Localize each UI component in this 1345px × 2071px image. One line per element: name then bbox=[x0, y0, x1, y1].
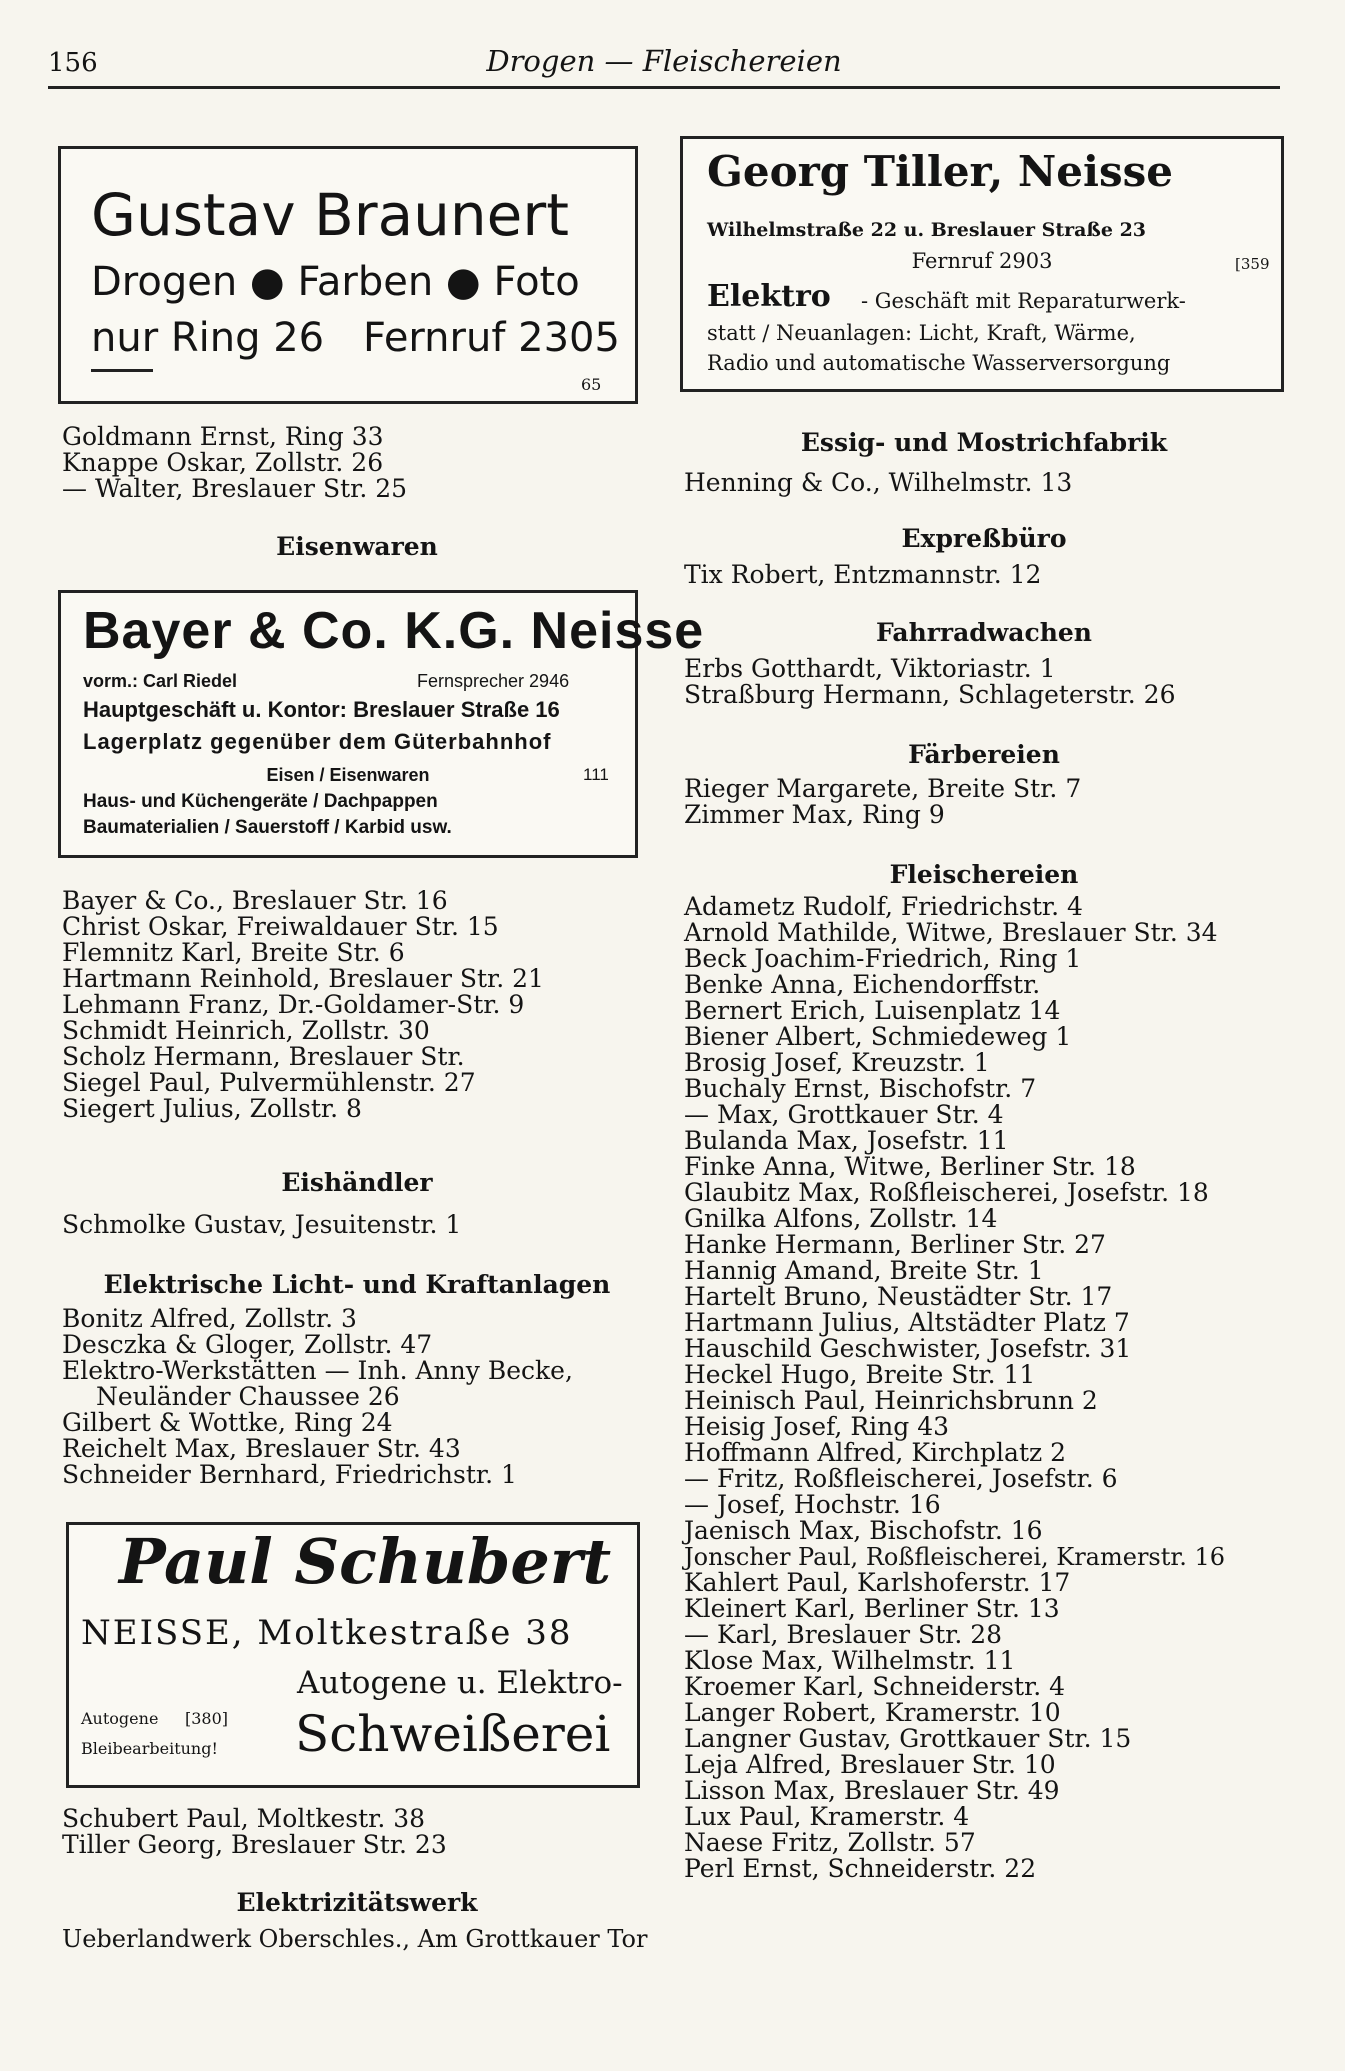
list-item: — Walter, Breslauer Str. 25 bbox=[62, 474, 408, 503]
list-item: Kleinert Karl, Berliner Str. 13 bbox=[684, 1594, 1060, 1623]
ad-braunert-ref: 65 bbox=[581, 375, 602, 394]
list-item: Lisson Max, Breslauer Str. 49 bbox=[684, 1776, 1060, 1805]
list-item: Leja Alfred, Breslauer Str. 10 bbox=[684, 1750, 1056, 1779]
ad-braunert-phone: Fernruf 2305 bbox=[363, 315, 620, 361]
ad-bayer-phone: Fernsprecher 2946 bbox=[417, 671, 570, 691]
list-item: Lehmann Franz, Dr.-Goldamer-Str. 9 bbox=[62, 990, 525, 1019]
list-item: Hauschild Geschwister, Josefstr. 31 bbox=[684, 1334, 1132, 1363]
page-number: 156 bbox=[48, 48, 98, 78]
ad-bayer-bau: Baumaterialien / Sauerstoff / Karbid usw. bbox=[83, 817, 452, 838]
section-heading-fahrrad: Fahrradwachen bbox=[876, 618, 1092, 647]
list-item: Ueberlandwerk Oberschles., Am Grottkauer Tor bbox=[62, 1925, 648, 1953]
list-item: Neuländer Chaussee 26 bbox=[96, 1382, 400, 1411]
list-item: Adametz Rudolf, Friedrichstr. 4 bbox=[684, 892, 1083, 921]
list-item: Gnilka Alfons, Zollstr. 14 bbox=[684, 1204, 998, 1233]
ad-bayer-name: Bayer & Co. K.G. Neisse bbox=[83, 602, 705, 660]
list-item: Schubert Paul, Moltkestr. 38 bbox=[62, 1804, 426, 1833]
list-item: Finke Anna, Witwe, Berliner Str. 18 bbox=[684, 1152, 1136, 1181]
ad-bayer-ref: 111 bbox=[583, 765, 609, 784]
page-header bbox=[48, 42, 1280, 82]
list-item: Tix Robert, Entzmannstr. 12 bbox=[684, 560, 1042, 589]
list-item: Bernert Erich, Luisenplatz 14 bbox=[684, 996, 1061, 1025]
list-item: Hannig Amand, Breite Str. 1 bbox=[684, 1256, 1044, 1285]
ad-bayer-address: Hauptgeschäft u. Kontor: Breslauer Straße 16 bbox=[83, 697, 560, 722]
ad-braunert-line2: Drogen ● Farben ● Foto bbox=[91, 259, 580, 305]
list-item: Hartmann Reinhold, Breslauer Str. 21 bbox=[62, 964, 544, 993]
section-heading-eishaendler: Eishändler bbox=[281, 1168, 433, 1197]
ad-bayer-vorm: vorm.: Carl Riedel bbox=[83, 671, 238, 691]
ad-tiller-address: Wilhelmstraße 22 u. Breslauer Straße 23 bbox=[707, 219, 1147, 241]
list-item: Siegel Paul, Pulvermühlenstr. 27 bbox=[62, 1068, 476, 1097]
list-item: Bonitz Alfred, Zollstr. 3 bbox=[62, 1304, 357, 1333]
list-item: Schmidt Heinrich, Zollstr. 30 bbox=[62, 1016, 430, 1045]
list-item: Bayer & Co., Breslauer Str. 16 bbox=[62, 886, 448, 915]
ad-schubert-address: NEISSE, Moltkestraße 38 bbox=[81, 1613, 573, 1653]
list-item: Scholz Hermann, Breslauer Str. bbox=[62, 1042, 465, 1071]
list-item: Klose Max, Wilhelmstr. 11 bbox=[684, 1646, 1016, 1675]
list-item: Hoffmann Alfred, Kirchplatz 2 bbox=[684, 1438, 1067, 1467]
list-item: Schneider Bernhard, Friedrichstr. 1 bbox=[62, 1460, 517, 1489]
list-item: Desczka & Gloger, Zollstr. 47 bbox=[62, 1330, 433, 1359]
list-item: Biener Albert, Schmiedeweg 1 bbox=[684, 1022, 1072, 1051]
ad-schubert-line3: Autogene u. Elektro- bbox=[297, 1665, 623, 1701]
list-item: Heinisch Paul, Heinrichsbrunn 2 bbox=[684, 1386, 1098, 1415]
ad-braunert-underline bbox=[91, 369, 153, 372]
list-item: Reichelt Max, Breslauer Str. 43 bbox=[62, 1434, 461, 1463]
list-item: Lux Paul, Kramerstr. 4 bbox=[684, 1802, 970, 1831]
list-item: Flemnitz Karl, Breite Str. 6 bbox=[62, 938, 405, 967]
section-heading-faerbereien: Färbereien bbox=[908, 740, 1060, 769]
list-item: Schmolke Gustav, Jesuitenstr. 1 bbox=[62, 1210, 462, 1239]
section-heading-express: Expreßbüro bbox=[901, 524, 1067, 553]
ad-bayer-haus: Haus- und Küchengeräte / Dachpappen bbox=[83, 791, 438, 812]
list-item: Knappe Oskar, Zollstr. 26 bbox=[62, 448, 384, 477]
ad-tiller-line5: statt / Neuanlagen: Licht, Kraft, Wärme, bbox=[707, 321, 1136, 345]
list-item: — Josef, Hochstr. 16 bbox=[684, 1490, 941, 1519]
list-item: Heckel Hugo, Breite Str. 11 bbox=[684, 1360, 1036, 1389]
list-item: Brosig Josef, Kreuzstr. 1 bbox=[684, 1048, 990, 1077]
ad-schubert-ref: [380] bbox=[185, 1709, 229, 1728]
ad-schubert-small2: Bleibearbeitung! bbox=[81, 1739, 218, 1758]
list-item: Bulanda Max, Josefstr. 11 bbox=[684, 1126, 1009, 1155]
ad-schubert-schweisserei: Schweißerei bbox=[295, 1705, 611, 1763]
list-item: Hanke Hermann, Berliner Str. 27 bbox=[684, 1230, 1106, 1259]
list-item: Benke Anna, Eichendorffstr. bbox=[684, 970, 1041, 999]
header-rule bbox=[48, 86, 1280, 89]
ad-tiller-line6: Radio und automatische Wasserversorgung bbox=[707, 351, 1171, 375]
list-item: Arnold Mathilde, Witwe, Breslauer Str. 34 bbox=[684, 918, 1218, 947]
ad-braunert-name: Gustav Braunert bbox=[91, 181, 569, 249]
page-title: Drogen — Fleischereien bbox=[486, 44, 842, 78]
list-item: Christ Oskar, Freiwaldauer Str. 15 bbox=[62, 912, 499, 941]
list-item: Hartmann Julius, Altstädter Platz 7 bbox=[684, 1308, 1130, 1337]
ad-bayer-lager: Lagerplatz gegenüber dem Güterbahnhof bbox=[83, 729, 552, 754]
section-heading-fleischereien: Fleischereien bbox=[889, 860, 1079, 889]
ad-braunert-address: nur Ring 26 bbox=[91, 315, 325, 361]
list-item: Kroemer Karl, Schneiderstr. 4 bbox=[684, 1672, 1066, 1701]
ad-tiller-line4: - Geschäft mit Reparaturwerk- bbox=[861, 289, 1186, 313]
ad-schubert-name: Paul Schubert bbox=[119, 1525, 612, 1598]
list-item: Kahlert Paul, Karlshoferstr. 17 bbox=[684, 1568, 1071, 1597]
ad-tiller bbox=[680, 136, 1284, 392]
ad-bayer bbox=[58, 590, 705, 858]
list-item: Erbs Gotthardt, Viktoriastr. 1 bbox=[684, 654, 1056, 683]
list-item: Jaenisch Max, Bischofstr. 16 bbox=[684, 1516, 1043, 1545]
list-item: Rieger Margarete, Breite Str. 7 bbox=[684, 774, 1082, 803]
ad-tiller-elektro: Elektro bbox=[707, 279, 831, 314]
section-heading-elektrische: Elektrische Licht- und Kraftanlagen bbox=[103, 1270, 611, 1299]
section-heading-eisenwaren: Eisenwaren bbox=[276, 532, 438, 561]
section-heading-elektrizitaetswerk: Elektrizitätswerk bbox=[236, 1888, 478, 1917]
list-item: Hartelt Bruno, Neustädter Str. 17 bbox=[684, 1282, 1113, 1311]
list-item: Tiller Georg, Breslauer Str. 23 bbox=[62, 1830, 447, 1859]
list-item: Langner Gustav, Grottkauer Str. 15 bbox=[684, 1724, 1132, 1753]
list-item: Beck Joachim-Friedrich, Ring 1 bbox=[684, 944, 1082, 973]
list-item: — Fritz, Roßfleischerei, Josefstr. 6 bbox=[684, 1464, 1118, 1493]
section-heading-essig: Essig- und Mostrichfabrik bbox=[800, 428, 1168, 457]
list-item: — Karl, Breslauer Str. 28 bbox=[684, 1620, 1003, 1649]
list-item: Goldmann Ernst, Ring 33 bbox=[62, 422, 384, 451]
list-item: Glaubitz Max, Roßfleischerei, Josefstr. 18 bbox=[684, 1178, 1209, 1207]
ad-tiller-phone: Fernruf 2903 bbox=[911, 249, 1053, 273]
list-item: Jonscher Paul, Roßfleischerei, Kramerstr. 16 bbox=[684, 1543, 1226, 1571]
list-item: Langer Robert, Kramerstr. 10 bbox=[684, 1698, 1061, 1727]
list-item: Zimmer Max, Ring 9 bbox=[684, 800, 945, 829]
list-item: Heisig Josef, Ring 43 bbox=[684, 1412, 950, 1441]
list-item: Elektro-Werkstätten — Inh. Anny Becke, bbox=[62, 1356, 573, 1385]
ad-tiller-ref: [359 bbox=[1235, 255, 1270, 273]
list-item: Naese Fritz, Zollstr. 57 bbox=[684, 1828, 976, 1857]
ad-braunert bbox=[58, 146, 638, 404]
list-item: Straßburg Hermann, Schlageterstr. 26 bbox=[684, 680, 1176, 709]
list-item: Buchaly Ernst, Bischofstr. 7 bbox=[684, 1074, 1037, 1103]
ad-schubert bbox=[66, 1522, 640, 1788]
list-item: Henning & Co., Wilhelmstr. 13 bbox=[684, 468, 1073, 497]
list-item: Siegert Julius, Zollstr. 8 bbox=[62, 1094, 362, 1123]
list-item: Perl Ernst, Schneiderstr. 22 bbox=[684, 1854, 1037, 1883]
list-item: Gilbert & Wottke, Ring 24 bbox=[62, 1408, 393, 1437]
ad-schubert-small1: Autogene bbox=[81, 1709, 159, 1728]
ad-bayer-eisen: Eisen / Eisenwaren bbox=[266, 765, 430, 785]
ad-tiller-name: Georg Tiller, Neisse bbox=[707, 147, 1173, 196]
list-item: — Max, Grottkauer Str. 4 bbox=[684, 1100, 1004, 1129]
